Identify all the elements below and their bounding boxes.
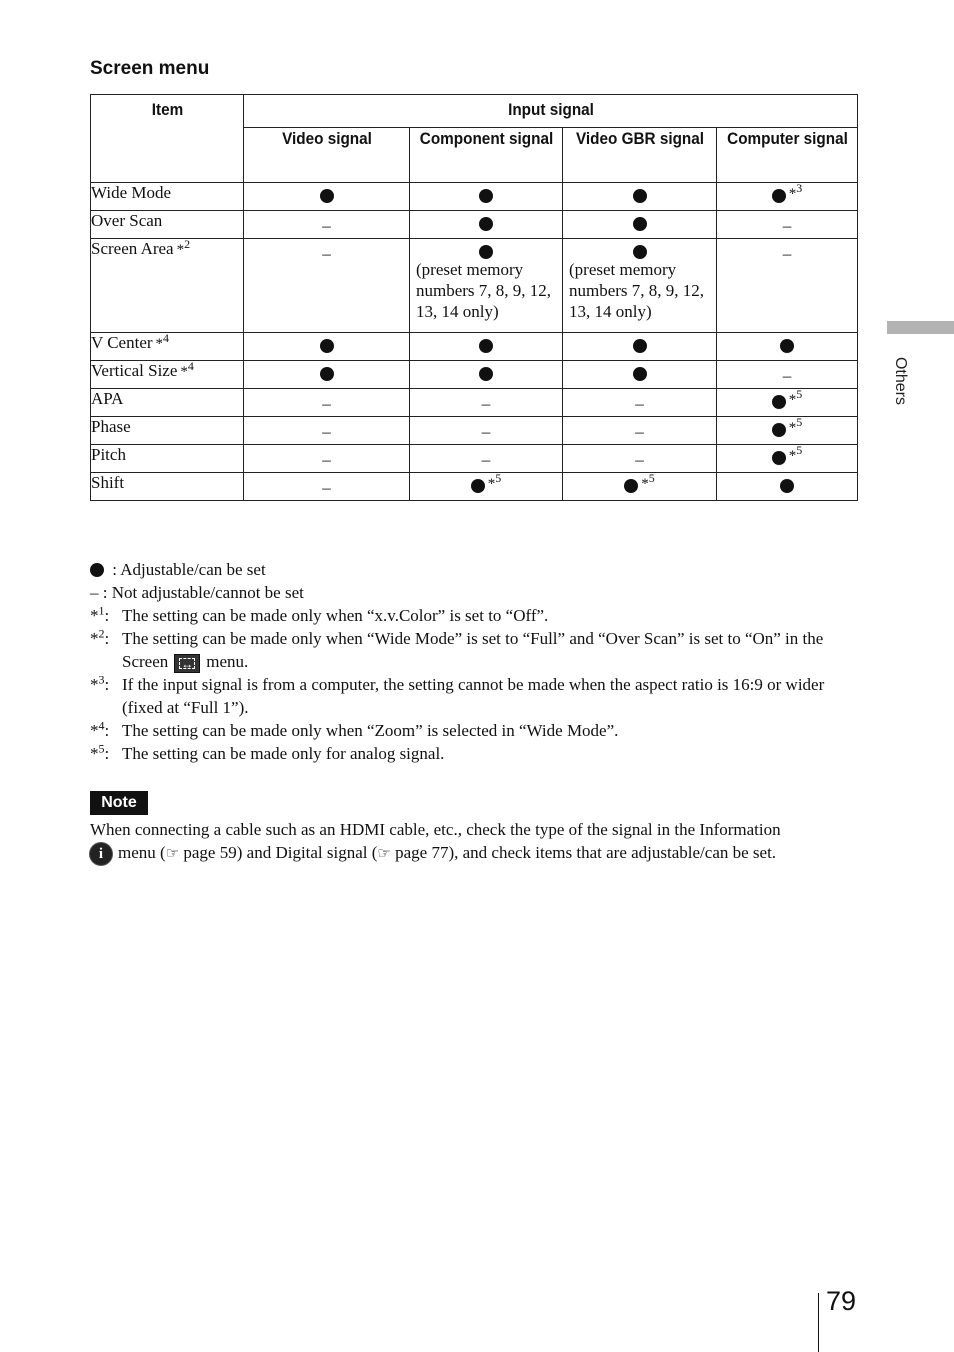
signal-cell xyxy=(717,473,858,501)
input-signal-header: Input signal xyxy=(274,95,827,128)
legend-adjustable xyxy=(90,558,860,581)
footnote-ref: *$^5$ xyxy=(788,387,803,408)
black-circle-icon xyxy=(633,339,647,353)
not-adjustable-mark: – xyxy=(322,216,331,235)
pointing-hand-icon: ☞ xyxy=(165,846,180,862)
footnote-ref: *$^5$ xyxy=(788,443,803,464)
table-row xyxy=(91,183,858,211)
footnote-marker: *$^3$: xyxy=(90,672,110,694)
page-number-rule xyxy=(818,1293,819,1352)
table-body xyxy=(91,183,858,501)
signal-cell xyxy=(244,389,410,417)
item-label: Screen Area xyxy=(91,239,174,258)
black-circle-icon xyxy=(479,367,493,381)
table-row xyxy=(91,333,858,361)
footnote-marker: *$^2$: xyxy=(90,626,110,648)
signal-cell xyxy=(410,239,563,333)
black-circle-icon xyxy=(479,189,493,203)
black-circle-icon xyxy=(780,479,794,493)
black-circle-icon xyxy=(479,245,493,259)
item-cell xyxy=(91,417,244,445)
item-cell xyxy=(91,389,244,417)
table-row xyxy=(91,473,858,501)
footnote-5 xyxy=(90,742,860,765)
signal-cell xyxy=(410,389,563,417)
signal-cell xyxy=(244,445,410,473)
not-adjustable-mark: – xyxy=(635,422,644,441)
signal-cell xyxy=(563,445,717,473)
item-cell xyxy=(91,445,244,473)
not-adjustable-mark: – xyxy=(322,450,331,469)
black-circle-icon xyxy=(471,479,485,493)
pointing-hand-icon: ☞ xyxy=(377,846,391,862)
screen-menu-table xyxy=(90,94,858,501)
signal-cell xyxy=(244,417,410,445)
black-circle-icon xyxy=(320,339,334,353)
item-cell xyxy=(91,361,244,389)
not-adjustable-mark: – xyxy=(782,244,792,263)
legend-not-adjustable xyxy=(90,581,860,604)
signal-cell xyxy=(717,417,858,445)
signal-cell xyxy=(410,183,563,211)
item-label: Wide Mode xyxy=(91,183,172,202)
table-row xyxy=(91,211,858,239)
item-cell xyxy=(91,183,244,211)
item-label: V Center xyxy=(91,333,153,352)
not-adjustable-mark: – xyxy=(481,394,491,413)
not-adjustable-mark: – xyxy=(635,450,644,469)
signal-cell xyxy=(563,333,717,361)
black-circle-icon xyxy=(479,339,493,353)
table-row xyxy=(91,445,858,473)
signal-cell xyxy=(410,473,563,501)
footnote-text: If the input signal is from a computer, the setting cannot be made when the aspect ratio is 16:9 or wider (fixed at “Full 1”). xyxy=(122,675,825,717)
black-circle-icon xyxy=(780,339,794,353)
signal-cell xyxy=(563,389,717,417)
black-circle-icon xyxy=(772,395,786,409)
footnote-ref: *$^5$ xyxy=(641,471,655,492)
not-adjustable-mark: – xyxy=(322,478,331,497)
table-row xyxy=(91,239,858,333)
legend xyxy=(90,558,860,765)
footnote-marker: *$^4$: xyxy=(90,718,110,740)
signal-cell xyxy=(410,445,563,473)
footnote-marker: *$^5$: xyxy=(90,741,110,763)
footnote-ref: *$^4$ xyxy=(180,359,194,380)
signal-cell xyxy=(563,239,717,333)
side-tab-bar xyxy=(887,321,954,334)
not-adjustable-mark: – xyxy=(782,216,792,235)
signal-cell xyxy=(244,211,410,239)
signal-cell xyxy=(563,183,717,211)
footnote-4 xyxy=(90,719,860,742)
signal-cell xyxy=(410,333,563,361)
signal-cell xyxy=(563,361,717,389)
not-adjustable-mark: – xyxy=(481,422,491,441)
signal-cell xyxy=(717,361,858,389)
section-title: Screen menu xyxy=(90,58,210,79)
item-header: Item xyxy=(98,95,236,183)
signal-cell xyxy=(244,239,410,333)
black-circle-icon xyxy=(633,189,647,203)
signal-cell xyxy=(410,211,563,239)
cell-note: (preset memory numbers 7, 8, 9, 12, 13, 14 only) xyxy=(416,260,552,322)
footnote-2 xyxy=(90,627,860,673)
footnote-text: The setting can be made only when “Wide Mode” is set to “Full” and “Over Scan” is set to “On” in the Screen↔ menu. xyxy=(122,627,860,673)
screen-menu-icon xyxy=(174,654,200,673)
signal-cell xyxy=(410,361,563,389)
note-badge: Note xyxy=(90,791,148,815)
column-header-component: Component signal xyxy=(417,128,555,183)
item-label: Vertical Size xyxy=(91,361,178,380)
footnote-ref: *$^3$ xyxy=(788,181,803,202)
item-cell xyxy=(91,333,244,361)
legend-adjustable-text: : Adjustable/can be set xyxy=(108,560,266,579)
table-row xyxy=(91,417,858,445)
signal-cell xyxy=(717,239,858,333)
item-label: Pitch xyxy=(91,445,126,464)
footnote-text: The setting can be made only for analog signal. xyxy=(122,744,445,763)
item-cell xyxy=(91,473,244,501)
black-circle-icon xyxy=(772,423,786,437)
note-page-ref-59: page 59) and Digital signal ( xyxy=(183,843,378,862)
footnote-marker: *$^1$: xyxy=(90,603,110,625)
header-row xyxy=(91,95,858,128)
not-adjustable-mark: – xyxy=(481,450,491,469)
not-adjustable-mark: – xyxy=(322,422,331,441)
signal-cell xyxy=(563,473,717,501)
black-circle-icon xyxy=(772,189,786,203)
item-cell xyxy=(91,239,244,333)
page-number: 79 xyxy=(826,1286,857,1316)
column-header-video: Video signal xyxy=(252,128,401,183)
column-header-computer: Computer signal xyxy=(724,128,851,183)
footnote-ref: *$^4$ xyxy=(155,331,170,352)
black-circle-icon xyxy=(633,367,647,381)
footnote-text: The setting can be made only when “Zoom” is selected in “Wide Mode”. xyxy=(122,721,619,740)
not-adjustable-mark: – xyxy=(322,394,331,413)
signal-cell xyxy=(410,417,563,445)
signal-cell xyxy=(244,333,410,361)
item-cell xyxy=(91,211,244,239)
black-circle-icon xyxy=(320,367,334,381)
signal-cell xyxy=(244,473,410,501)
column-header-video-gbr: Video GBR signal xyxy=(570,128,709,183)
item-label: Phase xyxy=(91,417,131,436)
footnote-ref: *$^2$ xyxy=(176,237,191,258)
footnote-3 xyxy=(90,673,860,719)
item-label: Over Scan xyxy=(91,211,163,230)
footnote-ref: *$^5$ xyxy=(788,415,803,436)
footnote-text: The setting can be made only when “x.v.Color” is set to “Off”. xyxy=(122,606,549,625)
black-circle-icon xyxy=(90,563,104,577)
note-line-start: When connecting a cable such as an HDMI cable, etc., check the type of the signal in the Information xyxy=(90,820,781,839)
signal-cell xyxy=(717,445,858,473)
table-row xyxy=(91,389,858,417)
signal-cell xyxy=(563,211,717,239)
not-adjustable-mark: – xyxy=(322,244,331,263)
side-tab-label: Others xyxy=(892,356,909,405)
signal-cell xyxy=(717,389,858,417)
signal-cell xyxy=(717,211,858,239)
signal-cell xyxy=(717,183,858,211)
black-circle-icon xyxy=(633,245,647,259)
footnote-1 xyxy=(90,604,860,627)
item-label: APA xyxy=(91,389,124,408)
note-page-ref-77: page 77), and check items that are adjustable/can be set. xyxy=(395,843,777,862)
signal-cell xyxy=(244,183,410,211)
black-circle-icon xyxy=(772,451,786,465)
cell-note: (preset memory numbers 7, 8, 9, 12, 13, 14 only) xyxy=(569,260,705,322)
information-icon: i xyxy=(90,843,112,865)
table-row xyxy=(91,361,858,389)
not-adjustable-mark: – xyxy=(635,394,644,413)
black-circle-icon xyxy=(624,479,638,493)
legend-not-adjustable-text: – : Not adjustable/cannot be set xyxy=(90,583,304,602)
signal-cell xyxy=(244,361,410,389)
black-circle-icon xyxy=(320,189,334,203)
signal-cell xyxy=(563,417,717,445)
item-label: Shift xyxy=(91,473,125,492)
footnote-ref: *$^5$ xyxy=(487,471,502,492)
not-adjustable-mark: – xyxy=(782,366,792,385)
black-circle-icon xyxy=(479,217,493,231)
signal-cell xyxy=(717,333,858,361)
black-circle-icon xyxy=(633,217,647,231)
note-menu-text: menu ( xyxy=(118,843,166,862)
note-text xyxy=(90,818,856,866)
